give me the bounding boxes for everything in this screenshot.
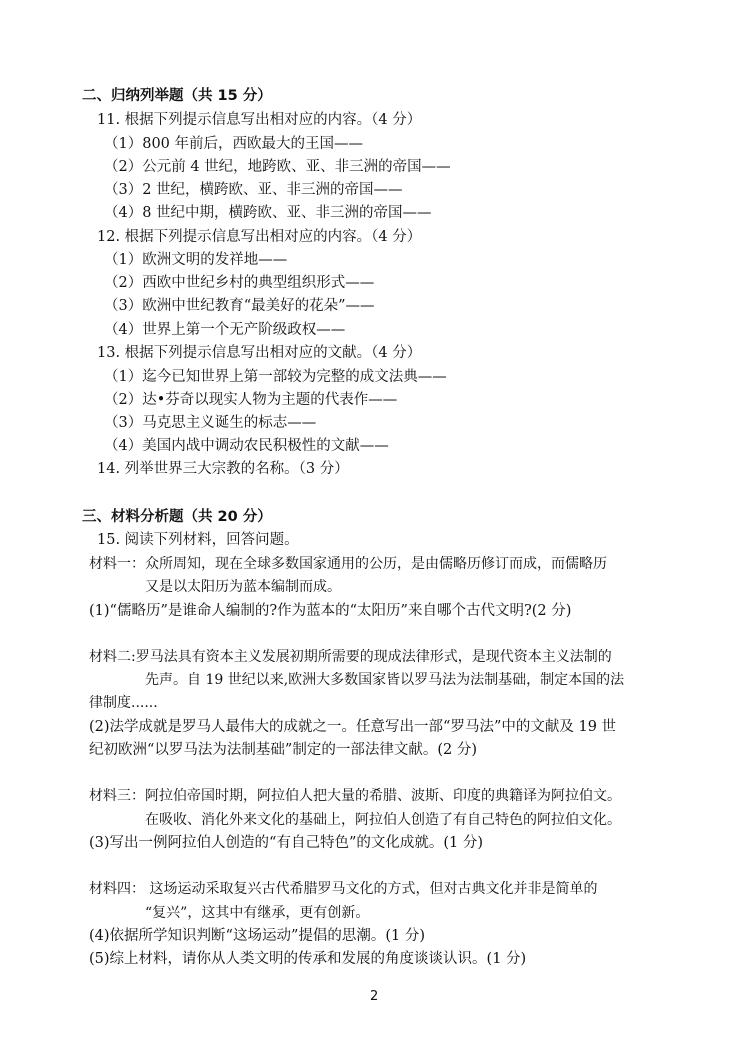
- subquestion-4: (4)依据所学知识判断“这场运动”提倡的思潮。(1 分): [89, 928, 426, 944]
- subquestion-3: (3)写出一例阿拉伯人创造的“有自己特色”的文化成就。(1 分): [89, 835, 484, 851]
- material-3-line-2: 在吸收、消化外来文化的基础上，阿拉伯人创造了有自己特色的阿拉伯文化。: [145, 812, 621, 828]
- question-12-item-4: （4）世界上第一个无产阶级政权——: [104, 322, 346, 338]
- page-number: 2: [370, 989, 379, 1004]
- question-13-item-1: （1）迄今已知世界上第一部较为完整的成文法典——: [104, 369, 447, 385]
- material-2-line-1: 材料二:罗马法具有资本主义发展初期所需要的现成法律形式，是现代资本主义法制的: [89, 649, 612, 665]
- material-4-line-2: “复兴”，这其中有继承，更有创新。: [145, 905, 370, 921]
- question-12-item-1: （1）欧洲文明的发祥地——: [104, 252, 288, 268]
- question-13-item-4: （4）美国内战中调动农民积极性的文献——: [104, 438, 389, 454]
- material-2-line-3: 律制度......: [89, 695, 158, 711]
- question-11-stem: 11. 根据下列提示信息写出相对应的内容。（4 分）: [97, 112, 422, 128]
- question-12-item-3: （3）欧洲中世纪教育“最美好的花朵”——: [104, 298, 375, 314]
- question-11-item-2: （2）公元前 4 世纪，地跨欧、亚、非三洲的帝国——: [104, 159, 451, 175]
- question-13-stem: 13. 根据下列提示信息写出相对应的文献。（4 分）: [97, 345, 422, 361]
- question-13-item-2: （2）达•芬奇以现实人物为主题的代表作——: [104, 392, 398, 408]
- question-13-item-3: （3）马克思主义诞生的标志——: [104, 415, 317, 431]
- section-2-title: 二、归纳列举题（共 15 分）: [82, 88, 272, 104]
- question-11-item-3: （3）2 世纪，横跨欧、亚、非三洲的帝国——: [104, 182, 403, 198]
- question-11-item-4: （4）8 世纪中期，横跨欧、亚、非三洲的帝国——: [104, 205, 432, 221]
- subquestion-5: (5)综上材料，请你从人类文明的传承和发展的角度谈谈认识。(1 分): [89, 951, 527, 967]
- subquestion-2-line-1: (2)法学成就是罗马人最伟大的成就之一。任意写出一部“罗马法”中的文献及 19 世: [89, 719, 617, 735]
- question-11-item-1: （1）800 年前后，西欧最大的王国——: [104, 136, 364, 152]
- subquestion-2-line-2: 纪初欧洲“以罗马法为法制基础”制定的一部法律文献。(2 分): [89, 742, 477, 758]
- material-4-line-1: 材料四： 这场运动采取复兴古代希腊罗马文化的方式，但对古典文化并非是简单的: [89, 881, 598, 897]
- question-14: 14. 列举世界三大宗教的名称。（3 分）: [97, 461, 349, 477]
- material-1-line-1: 材料一：众所周知，现在全球多数国家通用的公历，是由儒略历修订而成，而儒略历: [89, 556, 607, 572]
- material-2-line-2: 先声。自 19 世纪以来,欧洲大多数国家皆以罗马法为法制基础，制定本国的法: [145, 672, 625, 688]
- question-15-stem: 15. 阅读下列材料，回答问题。: [97, 532, 299, 548]
- question-12-item-2: （2）西欧中世纪乡村的典型组织形式——: [104, 275, 375, 291]
- material-3-line-1: 材料三：阿拉伯帝国时期，阿拉伯人把大量的希腊、波斯、印度的典籍译为阿拉伯文。: [89, 788, 621, 804]
- material-1-line-2: 又是以太阳历为蓝本编制而成。: [145, 579, 341, 595]
- question-12-stem: 12. 根据下列提示信息写出相对应的内容。（4 分）: [97, 229, 422, 245]
- section-3-title: 三、材料分析题（共 20 分）: [82, 509, 272, 525]
- subquestion-1: (1)“儒略历”是谁命人编制的?作为蓝本的“太阳历”来自哪个古代文明?(2 分): [89, 603, 572, 619]
